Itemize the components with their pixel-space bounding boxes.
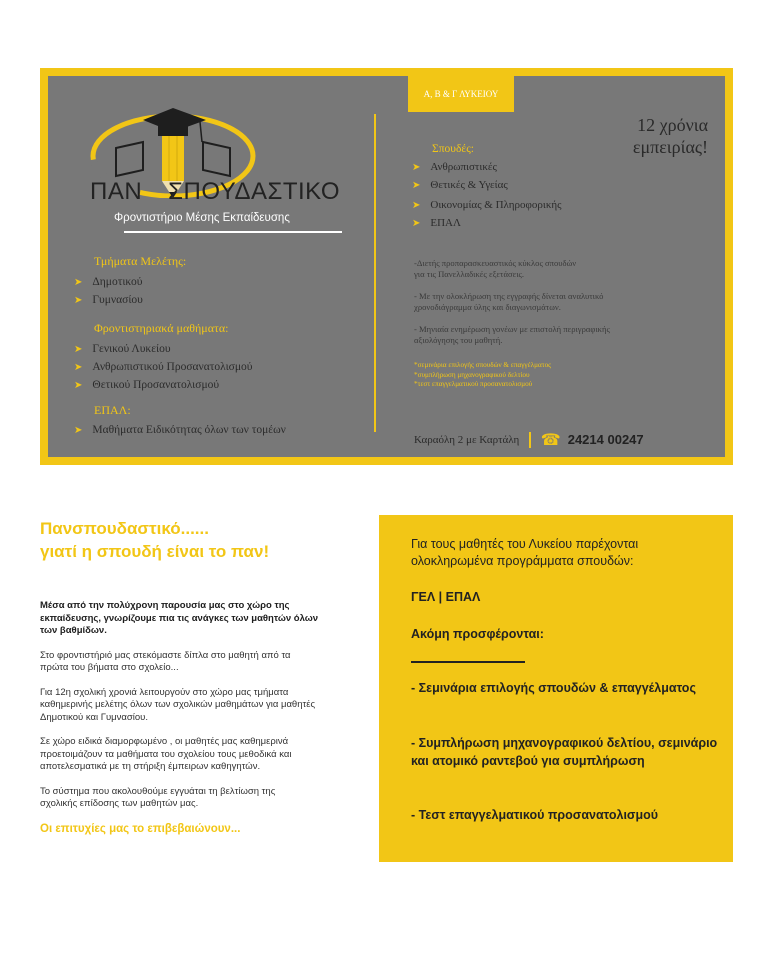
extra: *τεστ επαγγελματικού προσανατολισμού <box>414 380 533 388</box>
level-tag: Α, Β & Γ ΛΥΚΕΙΟΥ <box>408 76 514 112</box>
arrow-icon: ➤ <box>74 424 83 436</box>
note: - Με την ολοκλήρωση της εγγραφής δίνεται αναλυτικό χρονοδιάγραμμα ύλης και διαγωνισμάτων. <box>414 291 604 312</box>
note: -Διετής προπαρασκευαστικός κύκλος σπουδών για τις Πανελλαδικές εξετάσεις. <box>414 258 577 279</box>
list-item: ➤ Μαθήματα Ειδικότητας όλων των τομέων <box>74 424 286 436</box>
section-heading-epal: ΕΠΑΛ: <box>94 403 131 417</box>
intro-text: Μέσα από την πολύχρονη παρουσία μας στο χώρο της εκπαίδευσης, γνωρίζουμε πια τις ανάγκες των μαθητών όλων των βαθμίδων. <box>40 600 319 636</box>
experience-text: 12 χρόνια εμπειρίας! <box>632 115 708 157</box>
studies-heading: Σπουδές: <box>432 143 474 155</box>
brand-left: ΠΑΝ <box>90 178 143 205</box>
list-item: ➤ Γενικού Λυκείου <box>74 343 171 355</box>
notes-block <box>414 258 714 390</box>
offers-box <box>379 515 733 862</box>
list-item: ➤ Θετικού Προσανατολισμού <box>74 379 220 391</box>
brand-name <box>90 178 360 206</box>
section-heading-lessons: Φροντιστηριακά μαθήματα: <box>94 321 229 335</box>
contact-divider <box>529 432 531 448</box>
offers-underline <box>411 661 525 663</box>
list-item: ➤ Ανθρωπιστικές <box>412 161 497 173</box>
arrow-icon: ➤ <box>74 379 83 391</box>
list-item: ➤ ΕΠΑΛ <box>412 217 461 229</box>
note: - Μηνιαία ενημέρωση γονέων με επιστολή περιγραφικής αξιολόγησης του μαθητή. <box>414 324 610 345</box>
offers-heading: Ακόμη προσφέρονται: <box>411 627 544 641</box>
paragraph: Το σύστημα που ακολουθούμε εγγυάται τη βελτίωση της σχολικής επίδοσης των μαθητών μας. <box>40 785 276 809</box>
phone-number: 24214 00247 <box>567 432 644 447</box>
bottom-left-column <box>40 518 340 835</box>
logo <box>78 98 358 233</box>
address: Καραόλη 2 με Καρτάλη <box>414 433 520 446</box>
extra: *σεμινάρια επιλογής σπουδών & επαγγέλματος <box>414 361 552 369</box>
arrow-icon: ➤ <box>412 199 421 211</box>
arrow-icon: ➤ <box>74 361 83 373</box>
arrow-icon: ➤ <box>412 179 421 191</box>
contact-row <box>414 430 714 449</box>
studies-block <box>412 143 612 229</box>
left-column <box>74 254 374 436</box>
vertical-divider <box>374 114 376 432</box>
paragraph: Για 12η σχολική χρονιά λειτουργούν στο χώρο μας τμήματα καθημερινής μελέτης όλων των σχολικών μαθημάτων για μαθητές Δημοτικού και Γυμνασίου. <box>40 686 316 723</box>
paragraph: Σε χώρο ειδικά διαμορφωμένο , οι μαθητές μας καθημερινά προετοιμάζουν τα μαθήματα του σχολείου τους μεθοδικά και αποτελεσματικά με τη στήριξη έμπειρων καθηγητών. <box>40 736 292 772</box>
section-heading-study: Τμήματα Μελέτης: <box>94 254 187 268</box>
list-item: ➤ Δημοτικού <box>74 276 143 288</box>
arrow-icon: ➤ <box>74 294 83 306</box>
offers-intro: Για τους μαθητές του Λυκείου παρέχονται ολοκληρωμένα προγράμματα σπουδών: <box>411 537 639 568</box>
headline-2: γιατί η σπουδή είναι το παν! <box>40 542 270 561</box>
flyer-card <box>40 68 733 465</box>
arrow-icon: ➤ <box>412 161 421 173</box>
flyer-panel <box>48 76 725 457</box>
paragraph: Στο φροντιστήριό μας στεκόμαστε δίπλα στο μαθητή από τα πρώτα του βήματα στο σχολείο... <box>40 649 291 673</box>
phone-icon: ☎ <box>540 430 561 449</box>
list-item: ➤ Οικονομίας & Πληροφορικής <box>412 199 562 211</box>
programs-text: ΓΕΛ | ΕΠΑΛ <box>411 590 481 604</box>
arrow-icon: ➤ <box>74 276 83 288</box>
closing-text: Οι επιτυχίες μας το επιβεβαιώνουν... <box>40 822 241 835</box>
offer-item: - Συμπλήρωση μηχανογραφικού δελτίου, σεμινάριο και ατομικό ραντεβού για συμπλήρωση <box>411 736 718 768</box>
arrow-icon: ➤ <box>412 217 421 229</box>
headline-1: Πανσπουδαστικό...... <box>40 519 209 538</box>
list-item: ➤ Ανθρωπιστικού Προσανατολισμού <box>74 361 253 373</box>
subtitle-underline <box>124 231 342 233</box>
extra: *συμπλήρωση μηχανογραφικού δελτίου <box>414 370 530 379</box>
brand-right: ΣΠΟΥΔΑΣΤΙΚΟ <box>168 178 341 205</box>
list-item: ➤ Γυμνασίου <box>74 294 143 306</box>
offer-item: - Σεμινάρια επιλογής σπουδών & επαγγέλματος <box>411 681 696 695</box>
offer-item: - Τεστ επαγγελματικού προσανατολισμού <box>411 808 659 822</box>
list-item: ➤ Θετικές & Υγείας <box>412 179 508 191</box>
arrow-icon: ➤ <box>74 343 83 355</box>
brand-subtitle: Φροντιστήριο Μέσης Εκπαίδευσης <box>114 212 290 224</box>
